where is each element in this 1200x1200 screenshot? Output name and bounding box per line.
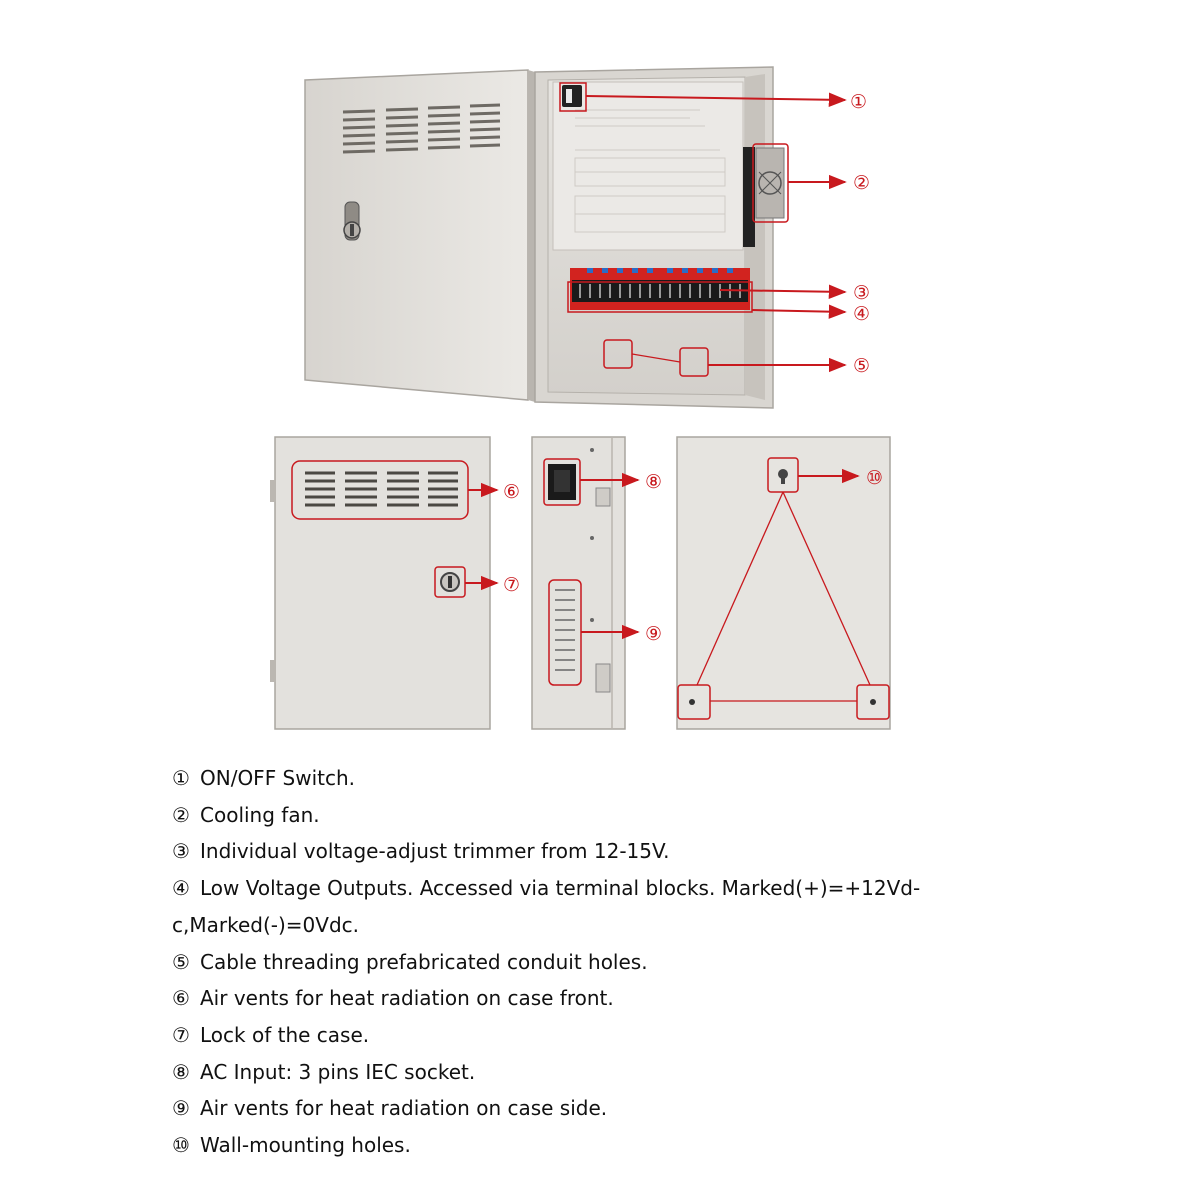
back-view	[677, 437, 890, 729]
legend-item: ⑧ AC Input: 3 pins IEC socket.	[172, 1059, 476, 1084]
callout-7: ⑦	[503, 574, 521, 596]
mount-hole-left	[689, 699, 695, 705]
callout-3: ③	[853, 282, 871, 304]
open-cabinet-view	[305, 67, 870, 408]
front-lock-icon	[441, 573, 459, 591]
callout-8: ⑧	[645, 471, 663, 493]
callout-10: ⑩	[866, 467, 884, 489]
callout-9: ⑨	[645, 623, 663, 645]
legend-item-continued: c,Marked(-)=0Vdc.	[172, 912, 359, 937]
legend-item: ⑥ Air vents for heat radiation on case front.	[172, 986, 614, 1011]
mount-hole-right	[870, 699, 876, 705]
legend-list	[172, 760, 952, 1164]
legend-item: ③ Individual voltage-adjust trimmer from 12-15V.	[172, 839, 670, 864]
side-view	[532, 437, 662, 729]
callout-5: ⑤	[853, 355, 871, 377]
legend-item: ⑩ Wall-mounting holes.	[172, 1133, 411, 1158]
callout-2: ②	[853, 172, 871, 194]
door-lock-icon	[344, 202, 360, 240]
callout-6: ⑥	[503, 481, 521, 503]
terminal-block	[570, 268, 750, 310]
psu-cover-panel	[553, 82, 743, 250]
legend-item: ② Cooling fan.	[172, 802, 320, 827]
legend-item: ① ON/OFF Switch.	[172, 766, 356, 790]
front-view	[270, 437, 520, 729]
cabinet-door	[305, 70, 528, 400]
iec-socket-icon	[548, 464, 576, 500]
legend-item: ⑦ Lock of the case.	[172, 1022, 370, 1047]
callout-4: ④	[853, 303, 871, 325]
legend-item: ⑤ Cable threading prefabricated conduit holes.	[172, 949, 648, 974]
callout-1: ①	[850, 91, 868, 113]
legend-item: ④ Low Voltage Outputs. Accessed via terminal blocks. Marked(+)=+12Vd-	[172, 876, 921, 901]
legend-item: ⑨ Air vents for heat radiation on case side.	[172, 1096, 608, 1121]
